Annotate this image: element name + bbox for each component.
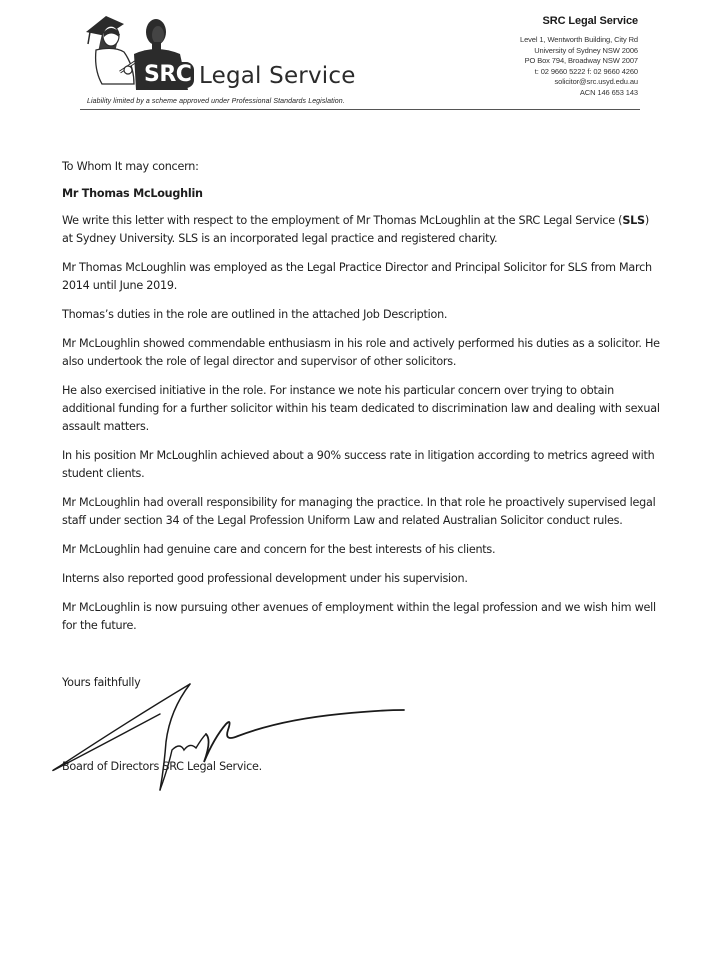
paragraph-initiative: He also exercised initiative in the role. For instance we note his particular concern over trying to obtain additional funding for a further solicitor within his team dedicated to discrimination law and dealing with sexual assault matters.: [62, 384, 660, 433]
paragraph-farewell: Mr McLoughlin is now pursuing other avenues of employment within the legal profession and we wish him well for the future.: [62, 601, 656, 632]
intro-text: We write this letter with respect to the employment of Mr Thomas McLoughlin at the SRC Legal Service (: [62, 214, 623, 227]
paragraph-employment: Mr Thomas McLoughlin was employed as the Legal Practice Director and Principal Solicitor for SLS from March 2014 until June 2019.: [62, 261, 652, 292]
header-divider: [354, 109, 640, 110]
signatory: Board of Directors SRC Legal Service.: [62, 760, 262, 773]
paragraph-enthusiasm: Mr McLoughlin showed commendable enthusiasm in his role and actively performed his duties as a solicitor. He also undertook the role of legal director and supervisor of other solicitors.: [62, 337, 660, 368]
closing: Yours faithfully: [62, 676, 141, 689]
letter-body: [62, 158, 662, 646]
email-line: solicitor@src.usyd.edu.au: [554, 77, 638, 86]
paragraph-interns: Interns also reported good professional development under his supervision.: [62, 572, 468, 585]
header-divider: [80, 109, 354, 110]
logo-badge: SRC: [141, 62, 194, 88]
acn-line: ACN 146 653 143: [579, 87, 638, 97]
subject-line: Mr Thomas McLoughlin: [62, 187, 203, 200]
abbreviation: SLS: [622, 214, 645, 227]
organization-name: SRC Legal Service: [542, 15, 638, 27]
liability-tagline: Liability limited by a scheme approved under Professional Standards Legislation.: [87, 98, 345, 105]
address-line: University of Sydney NSW 2006: [534, 45, 638, 55]
paragraph-care: Mr McLoughlin had genuine care and concern for the best interests of his clients.: [62, 543, 496, 556]
paragraph-duties: Thomas’s duties in the role are outlined in the attached Job Description.: [62, 308, 448, 321]
address-line: Level 1, Wentworth Building, City Rd: [520, 35, 638, 44]
intro-paragraph: [62, 212, 662, 248]
logo-wordmark: Legal Service: [199, 63, 356, 89]
paragraph-responsibility: Mr McLoughlin had overall responsibility for managing the practice. In that role he proactively supervised legal staff under section 34 of the Legal Profession Uniform Law and related Australian Solicitor conduct rules.: [62, 496, 656, 527]
organization-contact-block: [520, 15, 638, 98]
address-line: PO Box 794, Broadway NSW 2007: [524, 56, 638, 65]
intro-text: ) at Sydney University. SLS is an incorporated legal practice and registered charity.: [62, 214, 649, 245]
salutation: To Whom It may concern:: [62, 160, 199, 173]
handwritten-signature: [40, 680, 410, 800]
phone-fax-line: t: 02 9660 5222 f: 02 9660 4260: [534, 66, 638, 76]
paragraph-success-rate: In his position Mr McLoughlin achieved about a 90% success rate in litigation according to metrics agreed with student clients.: [62, 449, 655, 480]
